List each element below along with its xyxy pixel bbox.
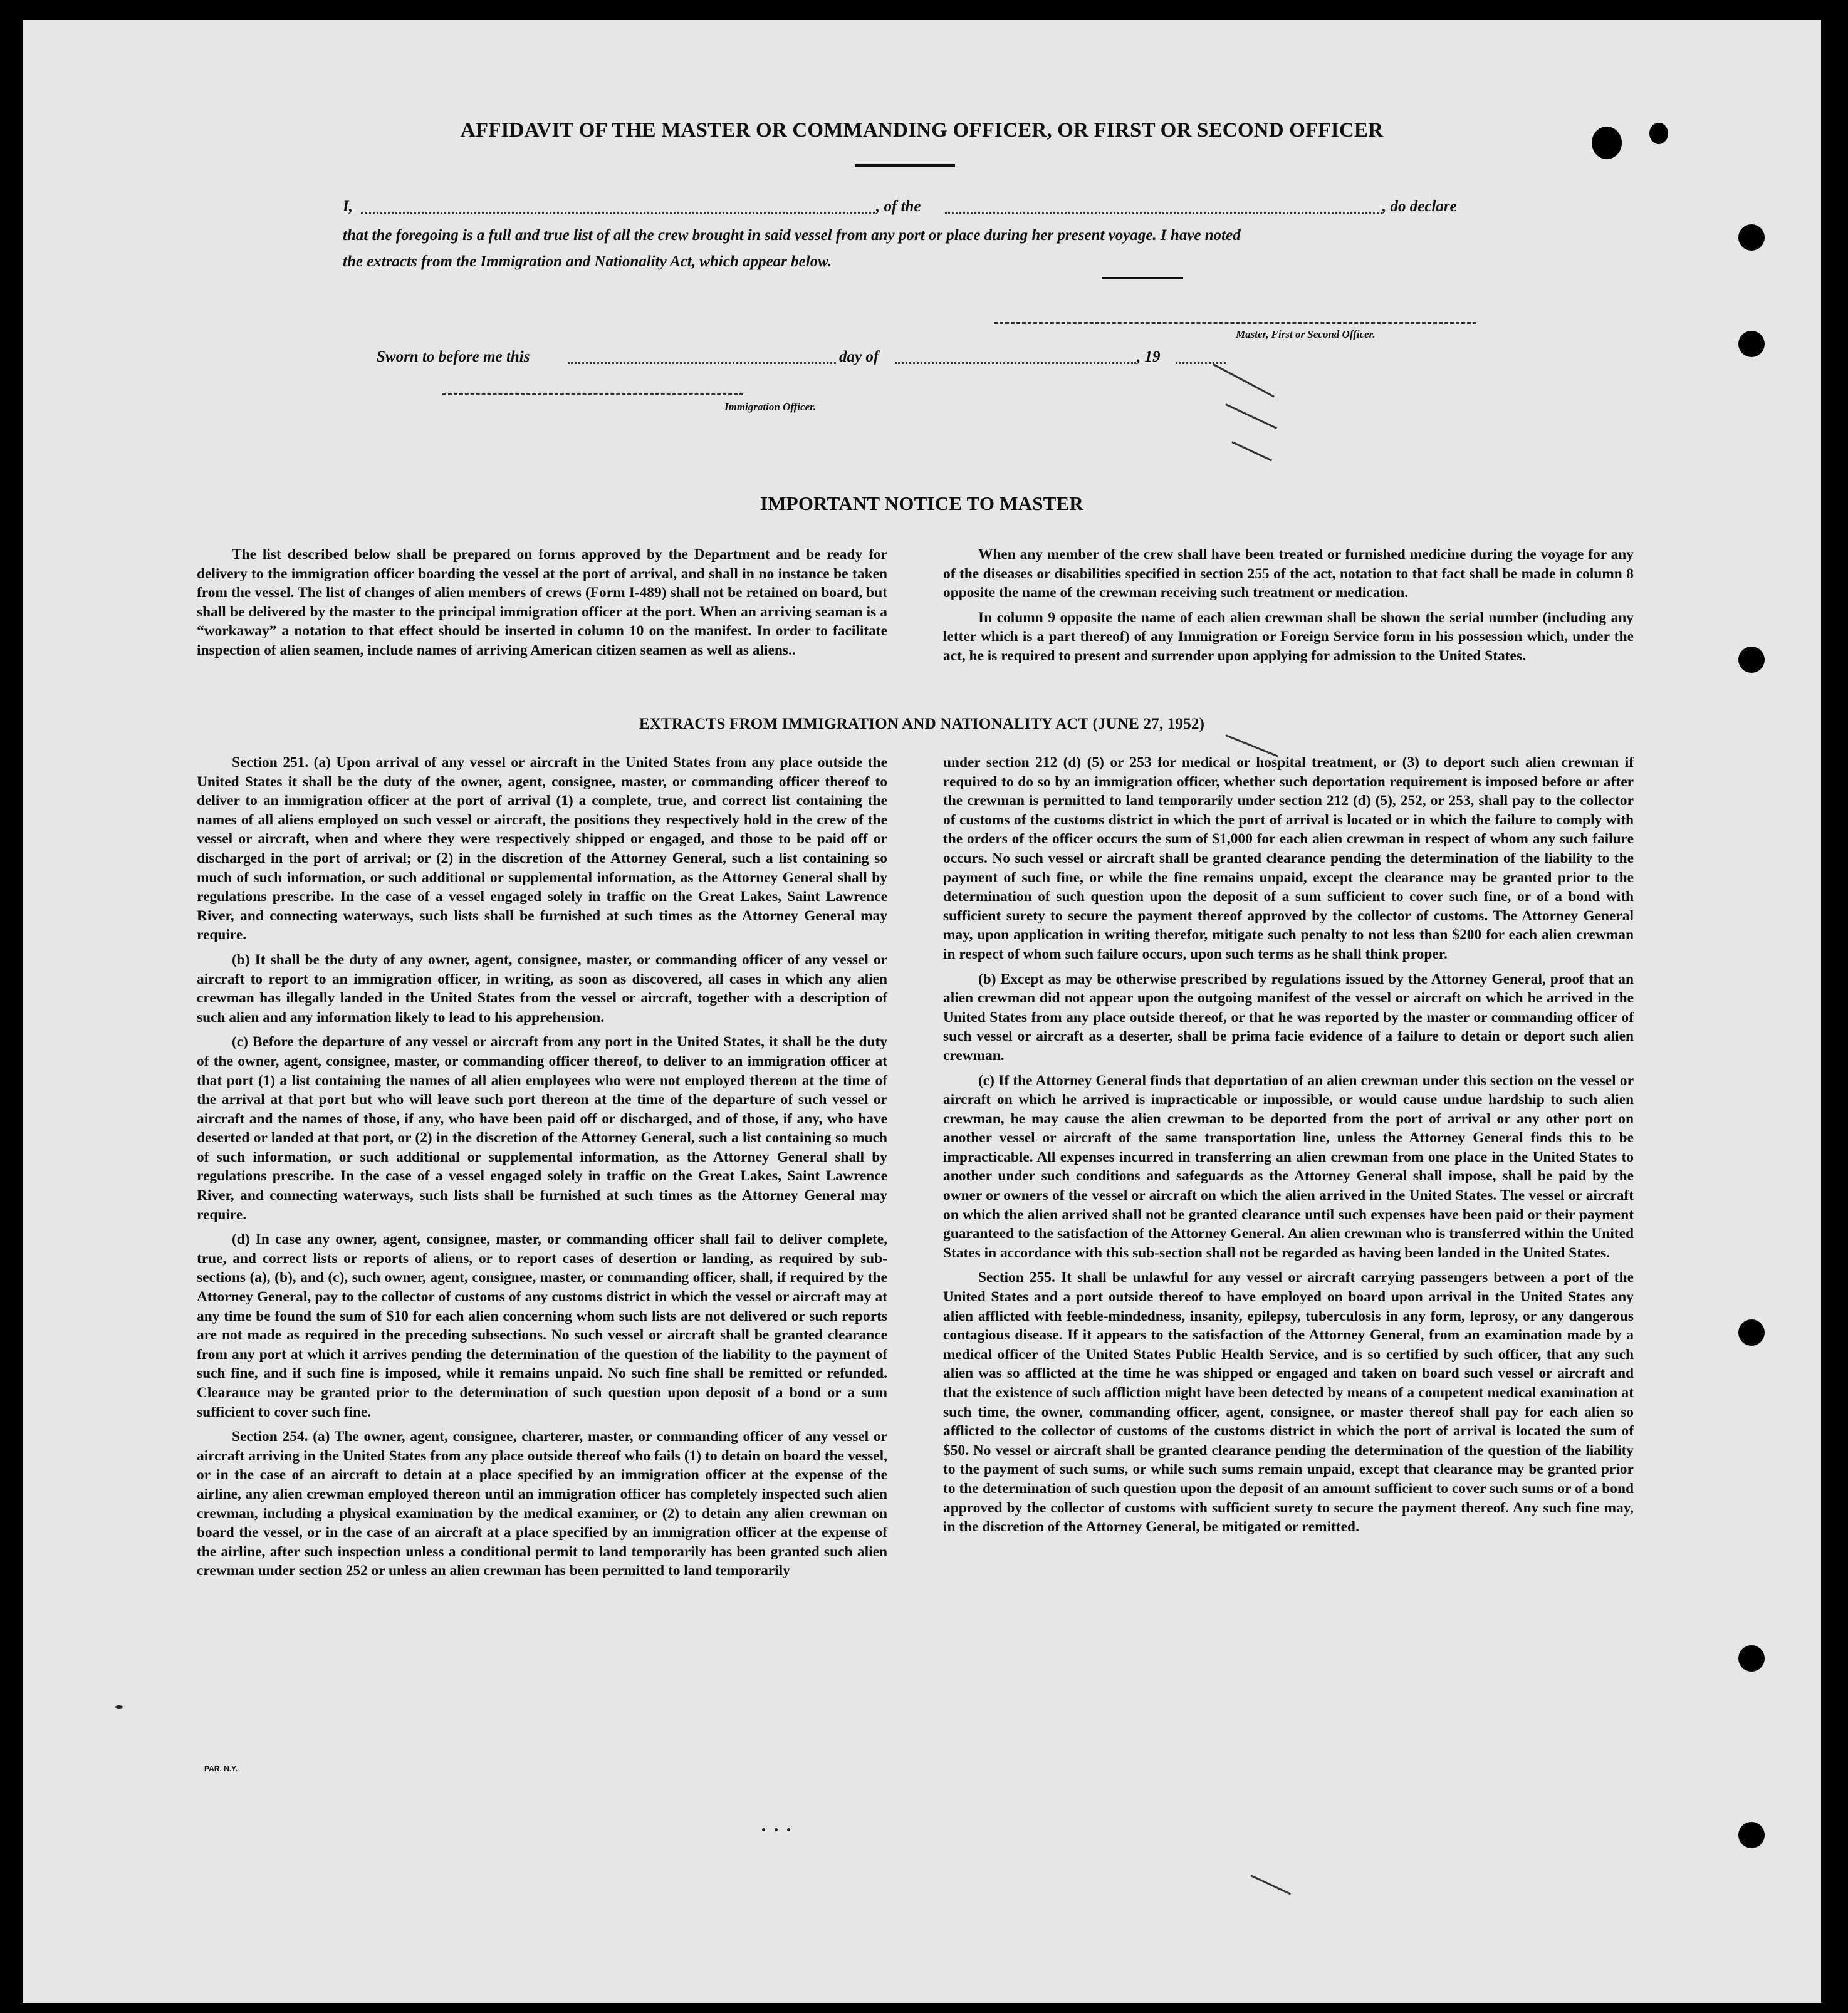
sworn-day-field[interactable] [568, 362, 836, 364]
i-label: I, [343, 198, 353, 215]
title-divider [855, 164, 955, 167]
officer-signature-field[interactable] [442, 393, 743, 395]
punch-hole-icon [1738, 1822, 1765, 1848]
punch-hole-icon [1738, 1645, 1765, 1672]
scratch-mark [1231, 441, 1272, 461]
extracts-right-column [943, 753, 1634, 1542]
ink-mark [1102, 277, 1183, 279]
notice-paragraph: In column 9 opposite the name of each alien crewman shall be shown the serial number (including any letter which is a part thereof) of any Immigration or Foreign Service form in his possession which, under the act, he is required to present and surrender upon applying for admission to the United States. [943, 609, 1634, 664]
do-declare-label: , do declare [1382, 198, 1457, 215]
section-paragraph: (d) In case any owner, agent, consignee, master, or commanding officer shall fail to deliver complete, true, and correct lists or reports of aliens, or to report cases of desertion or landing, as required by sub-sections (a), (b), and (c), such owner, agent, consignee, master, or commanding officer, shall, if required by the Attorney General, pay to the collector of customs of any customs district in which the vessel or aircraft may at any time be found the sum of $10 for each alien concerning whom such lists are not delivered or such reports are not made as required in the preceding subsections. No such vessel or aircraft shall be granted clearance from any port at which it arrives pending the determination of the question of the liability to the payment of such fine, and if such fine is imposed, while it remains unpaid. No such fine shall be remitted or refunded. Clearance may be granted prior to the determination of such question upon deposit of a bond or a sum sufficient to cover such fine. [197, 1231, 887, 1420]
section-paragraph: (b) It shall be the duty of any owner, agent, consignee, master, or commanding officer of any vessel or aircraft to report to an immigration officer, in writing, as soon as discovered, all cases in which any alien crewman has illegally landed in the United States from the vessel or aircraft, together with a description of such alien and any information likely to lead to his apprehension. [197, 951, 887, 1026]
section-paragraph: Section 255. It shall be unlawful for any vessel or aircraft carrying passengers between a port of the United States and a port outside thereof to have employed on board upon arrival in the United States any alien afflicted with feeble-mindedness, insanity, epilepsy, tuberculosis in any form, leprosy, or any dangerous contagious disease. If it appears to the satisfaction of the Attorney General, from an examination made by a medical officer of the United States Public Health Service, and is so certified by such officer, that any such alien was so afflicted at the time he was shipped or engaged and taken on board such vessel or aircraft and that the existence of such affliction might have been detected by means of a competent medical examination at such time, the owner, commanding officer, agent, consignee, or master thereof shall pay for each alien so afflicted to the collector of customs of the customs district in which the port of arrival is located the sum of $50. No vessel or aircraft shall be granted clearance pending the determination of the question of the liability to the payment of such sums, or while such sums remain unpaid, except that clearance may be granted prior to the determination of such question upon the deposit of an amount sufficient to cover such sums or of a bond approved by the collector of customs with sufficient surety to secure the payment thereof. Any such fine may, in the discretion of the Attorney General, be mitigated or remitted. [943, 1269, 1634, 1536]
sworn-label: Sworn to before me this [377, 348, 530, 365]
affidavit-title: AFFIDAVIT OF THE MASTER OR COMMANDING OFFICER, OR FIRST OR SECOND OFFICER [460, 119, 1384, 142]
scratch-mark [1213, 363, 1275, 397]
ink-blot-icon [1649, 123, 1668, 144]
speck [762, 1828, 765, 1831]
declarant-name-field[interactable] [361, 212, 875, 214]
day-of-label: day of [839, 348, 879, 365]
scratch-mark [1250, 1875, 1291, 1895]
master-signature-label: Master, First or Second Officer. [1236, 328, 1376, 340]
section-paragraph: (c) If the Attorney General finds that deportation of an alien crewman under this section on the vessel or aircraft on which he arrived is impracticable or impossible, or would cause undue hardship to such alien crewman, he may cause the alien crewman to be deported from the port of arrival or any other port on another vessel or aircraft of the same transportation line, unless the Attorney General finds this to be impracticable. All expenses incurred in transferring an alien crewman from one place in the United States to another under such conditions and safeguards as the Attorney General shall impose, shall be paid by the owner or owners of the vessel or aircraft on which the alien arrived in the United States. The vessel or aircraft on which the alien arrived shall not be granted clearance until such expenses have been paid or their payment guaranteed to the satisfaction of the Attorney General. An alien crewman who is transferred within the United States in accordance with this sub-section shall not be regarded as having been landed in the United States. [943, 1072, 1634, 1261]
extracts-left-column [197, 753, 887, 1586]
affidavit-statement-line1: that the foregoing is a full and true list of all the crew brought in said vessel from any port or place during her present voyage. I have noted [343, 227, 1241, 244]
sworn-month-field[interactable] [895, 362, 1136, 364]
notice-paragraph: The list described below shall be prepared on forms approved by the Department and be ready for delivery to the immigration officer boarding the vessel at the port of arrival, and shall in no instance be taken from the vessel. The list of changes of alien members of crews (Form I-489) shall not be retained on board, but shall be delivered by the master to the principal immigration officer at the port. When an arriving seaman is a “workaway” a notation to that effect should be inserted in column 10 on the manifest. In order to facilitate inspection of alien seamen, include names of arriving American citizen seamen as well as aliens.. [197, 546, 887, 658]
notice-paragraph: When any member of the crew shall have been treated or furnished medicine during the voyage for any of the diseases or disabilities specified in section 255 of the act, notation to that fact shall be made in column 8 opposite the name of the crewman receiving such treatment or medication. [943, 546, 1634, 601]
vessel-name-field[interactable] [945, 212, 1382, 214]
punch-hole-icon [1738, 224, 1765, 251]
notice-title: IMPORTANT NOTICE TO MASTER [760, 492, 1083, 514]
sworn-year-field[interactable] [1176, 362, 1226, 364]
document-page [23, 20, 1821, 2003]
year-label: , 19 [1137, 348, 1161, 365]
section-paragraph: Section 254. (a) The owner, agent, consignee, charterer, master, or commanding officer of any vessel or aircraft arriving in the United States from any place outside thereof who fails (1) to detain on board the vessel, or in the case of an aircraft to detain at a place specified by an immigration officer at the expense of the airline, any alien crewman employed thereon until an immigration officer has completely inspected such alien crewman, including a physical examination by the medical examiner, or (2) to detain any alien crewman on board the vessel, or in the case of an aircraft at a place specified by an immigration officer at the expense of the airline, after such inspection unless a conditional permit to land temporarily has been granted such alien crewman under section 252 or unless an alien crewman has been permitted to land temporarily [197, 1428, 887, 1579]
section-paragraph: (b) Except as may be otherwise prescribed by regulations issued by the Attorney General, proof that an alien crewman did not appear upon the outgoing manifest of the vessel or aircraft on which he arrived in the United States from any place outside thereof, or that he was reported by the master or commanding officer of such vessel or aircraft as a deserter, shall be prima facie evidence of a failure to detain or deport such alien crewman. [943, 970, 1634, 1064]
officer-signature-label: Immigration Officer. [724, 401, 817, 413]
extracts-title: EXTRACTS FROM IMMIGRATION AND NATIONALITY ACT (JUNE 27, 1952) [639, 715, 1205, 732]
punch-hole-icon [1738, 647, 1765, 673]
speck [115, 1705, 123, 1709]
punch-hole-icon [1738, 1319, 1765, 1346]
of-the-label: , of the [876, 198, 921, 215]
section-paragraph: (c) Before the departure of any vessel or aircraft from any port in the United States, it shall be the duty of the owner, agent, consignee, master, or commanding officer thereof, to deliver to an immigration officer at that port (1) a list containing the names of all alien employees who were not employed thereon at the time of the arrival at that port but who will leave such port thereon at the time of the departure of such vessel or aircraft and the names of those, if any, who have been paid off or discharged, and of those, if any, who have deserted or landed at that port, or (2) in the discretion of the Attorney General, such a list containing so much of such information, or such additional or supplemental information, as the Attorney General shall by regulations prescribe. In the case of a vessel engaged solely in traffic on the Great Lakes, Saint Lawrence River, and connecting waterways, such lists shall be furnished at such times as the Attorney General may require. [197, 1034, 887, 1223]
notice-left-column [197, 545, 887, 666]
ink-blot-icon [1592, 127, 1622, 159]
affidavit-statement-line2: the extracts from the Immigration and Nationality Act, which appear below. [343, 253, 832, 270]
punch-hole-icon [1738, 331, 1765, 357]
master-signature-field[interactable] [994, 322, 1476, 324]
section-paragraph: under section 212 (d) (5) or 253 for medical or hospital treatment, or (3) to deport such alien crewman if required to do so by an immigration officer, whether such deportation requirement is imposed before or after the crewman is permitted to land temporarily under section 212 (d) (5), 252, or 253, shall pay to the collector of customs of the customs district in which the port of arrival is located or in which the failure to comply with the orders of the officer occurs the sum of $1,000 for each alien crewman in respect of whom any such failure occurs. No such vessel or aircraft shall be granted clearance pending the determination of the liability to the payment of such fine, or while the fine remains unpaid, except the clearance may be granted prior to the determination of such question upon the deposit of a sum sufficient to cover such fine, or of a bond with sufficient surety to secure the payment thereof approved by the collector of customs. The Attorney General may, upon application in writing therefor, mitigate such penalty to not less than $200 for each alien crewman in respect of whom such failure occurs, upon such terms as he shall think proper. [943, 754, 1634, 962]
section-paragraph: Section 251. (a) Upon arrival of any vessel or aircraft in the United States from any place outside the United States it shall be the duty of the owner, agent, consignee, master, or commanding officer thereof to deliver to an immigration officer at the port of arrival (1) a complete, true, and correct list containing the names of all aliens employed on such vessel or aircraft, the positions they respectively hold in the crew of the vessel or aircraft, when and where they were respectively shipped or engaged, and those to be paid off or discharged in the port of arrival; or (2) in the discretion of the Attorney General, such a list containing so much of such information, or such additional or supplemental information, as the Attorney General shall by regulations prescribe. In the case of a vessel engaged solely in traffic on the Great Lakes, Saint Lawrence River, and connecting waterways, such lists shall be furnished at such times as the Attorney General may require. [197, 754, 887, 944]
speck [775, 1828, 778, 1831]
scratch-mark [1225, 403, 1277, 429]
speck [787, 1828, 790, 1831]
printer-code: PAR. N.Y. [204, 1764, 238, 1773]
notice-right-column [943, 545, 1634, 672]
